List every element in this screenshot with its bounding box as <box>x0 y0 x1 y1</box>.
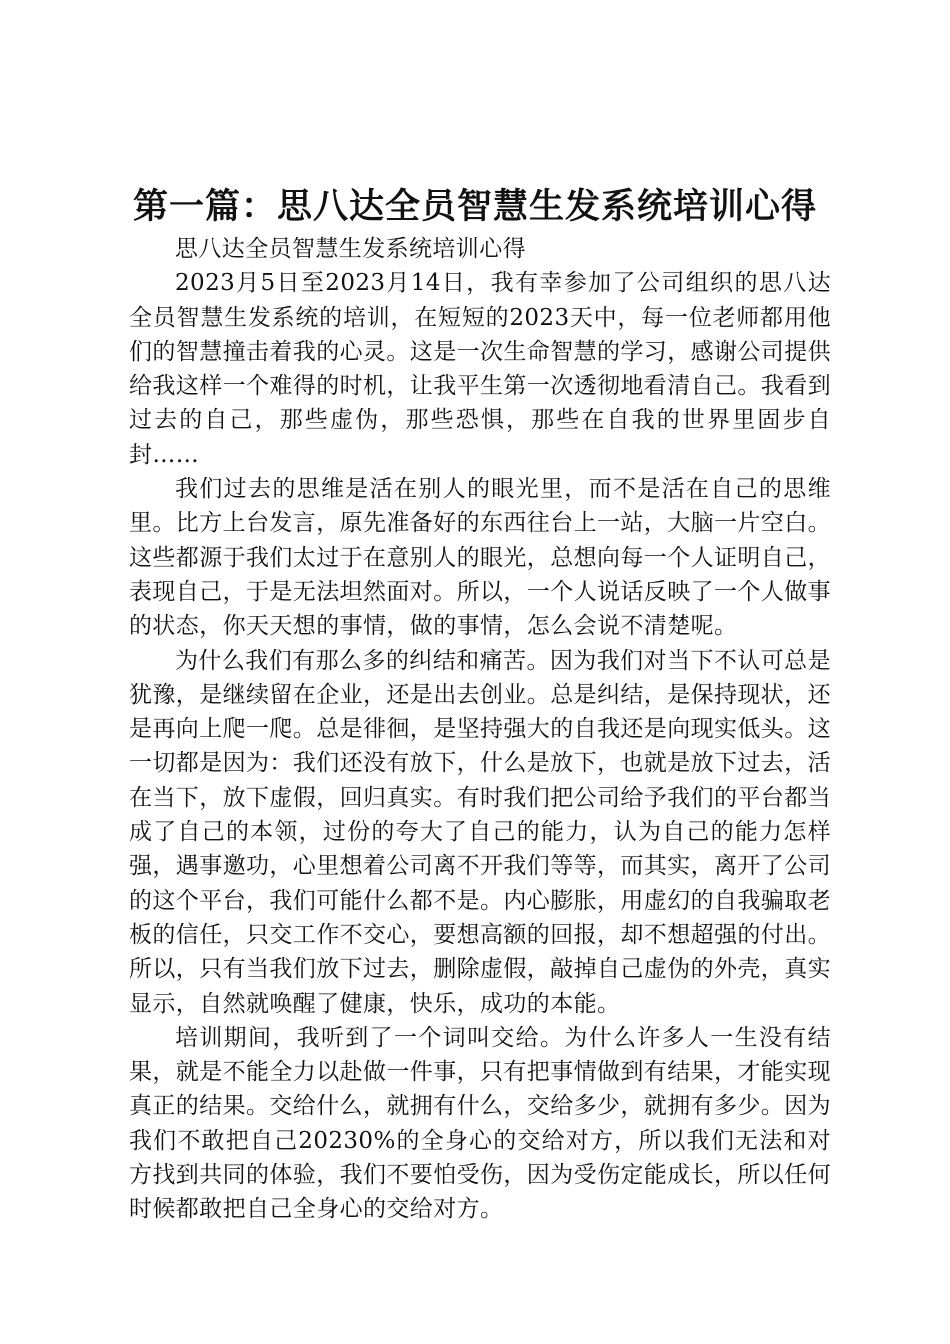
paragraph-3: 为什么我们有那么多的纠结和痛苦。因为我们对当下不认可总是犹豫，是继续留在企业，还是出去创业。总是纠结，是保持现状，还是再向上爬一爬。总是徘徊，是坚持强大的自我还是向现实低头。这一切都是因为：我们还没有放下，什么是放下，也就是放下过去，活在当下，放下虚假，回归真实。有时我们把公司给予我们的平台都当成了自己的本领，过份的夸大了自己的能力，认为自己的能力怎样强，遇事邀功，心里想着公司离不开我们等等，而其实，离开了公司的这个平台，我们可能什么都不是。内心膨胀，用虚幻的自我骗取老板的信任，只交工作不交心，要想高额的回报，却不想超强的付出。所以，只有当我们放下过去，删除虚假，敲掉自己虚伪的外壳，真实显示，自然就唤醒了健康，快乐，成功的本能。 <box>129 647 831 1017</box>
document-subtitle: 思八达全员智慧生发系统培训心得 <box>175 236 526 262</box>
document-title: 第一篇：思八达全员智慧生发系统培训心得 <box>132 187 817 227</box>
paragraph-2: 我们过去的思维是活在别人的眼光里，而不是活在自己的思维里。比方上台发言，原先准备好的东西往台上一站，大脑一片空白。这些都源于我们太过于在意别人的眼光，总想向每一个人证明自己，表现自己，于是无法坦然面对。所以，一个人说话反映了一个人做事的状态，你天天想的事情，做的事情，怎么会说不清楚呢。 <box>129 476 831 640</box>
document-body <box>129 232 831 1227</box>
paragraph-4: 培训期间，我听到了一个词叫交给。为什么许多人一生没有结果，就是不能全力以赴做一件事，只有把事情做到有结果，才能实现真正的结果。交给什么，就拥有什么，交给多少，就拥有多少。因为我们不敢把自己20230%的全身心的交给对方，所以我们无法和对方找到共同的体验，我们不要怕受伤，因为受伤定能成长，所以任何时候都敢把自己全身心的交给对方。 <box>129 1024 831 1223</box>
paragraph-1: 2023月5日至2023月14日，我有幸参加了公司组织的思八达全员智慧生发系统的培训，在短短的2023天中，每一位老师都用他们的智慧撞击着我的心灵。这是一次生命智慧的学习，感谢公司提供给我这样一个难得的时机，让我平生第一次透彻地看清自己。我看到过去的自己，那些虚伪，那些恐惧，那些在自我的世界里固步自封…… <box>129 270 831 468</box>
